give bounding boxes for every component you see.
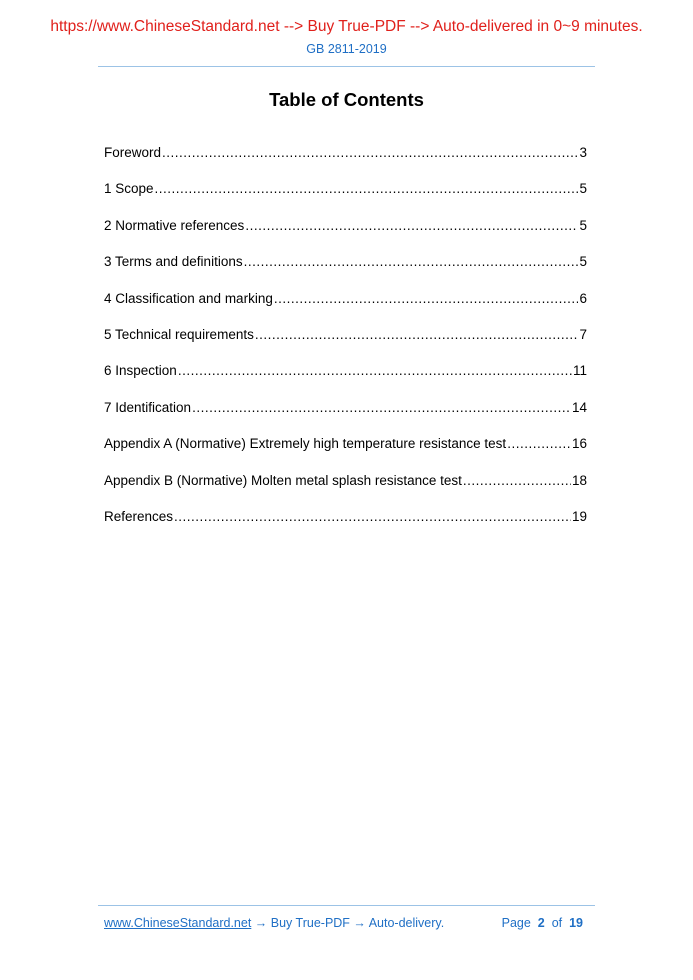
toc-entry-label: 7 Identification (104, 399, 192, 415)
document-code: GB 2811-2019 (306, 42, 387, 56)
toc-entry-inspection[interactable] (104, 363, 587, 399)
top-banner[interactable]: https://www.ChineseStandard.net --> Buy True-PDF --> Auto-delivered in 0~9 minutes. (50, 18, 643, 35)
toc-entry-page: 6 (579, 290, 587, 306)
toc-list (104, 145, 587, 545)
page-footer (104, 916, 583, 930)
footer-divider (98, 905, 595, 906)
toc-leader-dots (174, 509, 571, 524)
toc-leader-dots (245, 218, 578, 233)
toc-entry-label: References (104, 508, 174, 524)
footer-site-link[interactable]: www.ChineseStandard.net (104, 916, 252, 930)
page-word: Page (501, 916, 531, 930)
toc-leader-dots (162, 145, 578, 160)
current-page-number: 2 (537, 916, 545, 930)
toc-entry-identification[interactable] (104, 400, 587, 436)
toc-leader-dots (507, 436, 571, 451)
toc-entry-terms-definitions[interactable] (104, 254, 587, 290)
toc-entry-label: Foreword (104, 145, 162, 160)
toc-entry-page: 7 (579, 326, 587, 342)
toc-entry-page: 16 (571, 436, 587, 452)
toc-entry-page: 5 (579, 181, 587, 197)
toc-entry-page: 14 (571, 399, 587, 415)
toc-entry-label: 4 Classification and marking (104, 290, 273, 306)
of-word: of (551, 916, 563, 930)
toc-entry-page: 11 (572, 363, 587, 379)
toc-entry-page: 18 (571, 472, 587, 488)
toc-entry-label: 3 Terms and definitions (104, 254, 243, 270)
toc-entry-appendix-a[interactable] (104, 436, 587, 472)
footer-left (104, 916, 444, 930)
toc-entry-label: 1 Scope (104, 181, 154, 197)
toc-leader-dots (463, 473, 571, 488)
toc-leader-dots (244, 254, 579, 269)
toc-entry-appendix-b[interactable] (104, 473, 587, 509)
toc-entry-label: 2 Normative references (104, 217, 245, 233)
toc-entry-page: 3 (579, 145, 587, 160)
page-counter (502, 916, 583, 930)
toc-entry-classification-marking[interactable] (104, 291, 587, 327)
total-pages-number: 19 (569, 916, 583, 930)
toc-title: Table of Contents (269, 89, 424, 110)
toc-leader-dots (178, 363, 572, 378)
toc-leader-dots (192, 400, 571, 415)
toc-leader-dots (274, 291, 579, 306)
toc-entry-label: 6 Inspection (104, 363, 177, 379)
toc-entry-label: 5 Technical requirements (104, 326, 254, 342)
toc-leader-dots (155, 181, 579, 196)
toc-entry-foreword[interactable] (104, 145, 587, 181)
toc-entry-page: 5 (579, 217, 587, 233)
toc-entry-label: Appendix A (Normative) Extremely high temperature resistance test (104, 436, 507, 452)
toc-entry-references[interactable] (104, 509, 587, 545)
header-divider (98, 66, 595, 67)
toc-entry-page: 19 (571, 508, 587, 524)
toc-entry-normative-references[interactable] (104, 218, 587, 254)
toc-entry-technical-requirements[interactable] (104, 327, 587, 363)
footer-tagline: → Buy True-PDF → Auto-delivery. (251, 916, 445, 930)
toc-entry-scope[interactable] (104, 181, 587, 217)
toc-entry-label: Appendix B (Normative) Molten metal splash resistance test (104, 472, 462, 488)
toc-leader-dots (255, 327, 579, 342)
toc-entry-page: 5 (579, 254, 587, 270)
